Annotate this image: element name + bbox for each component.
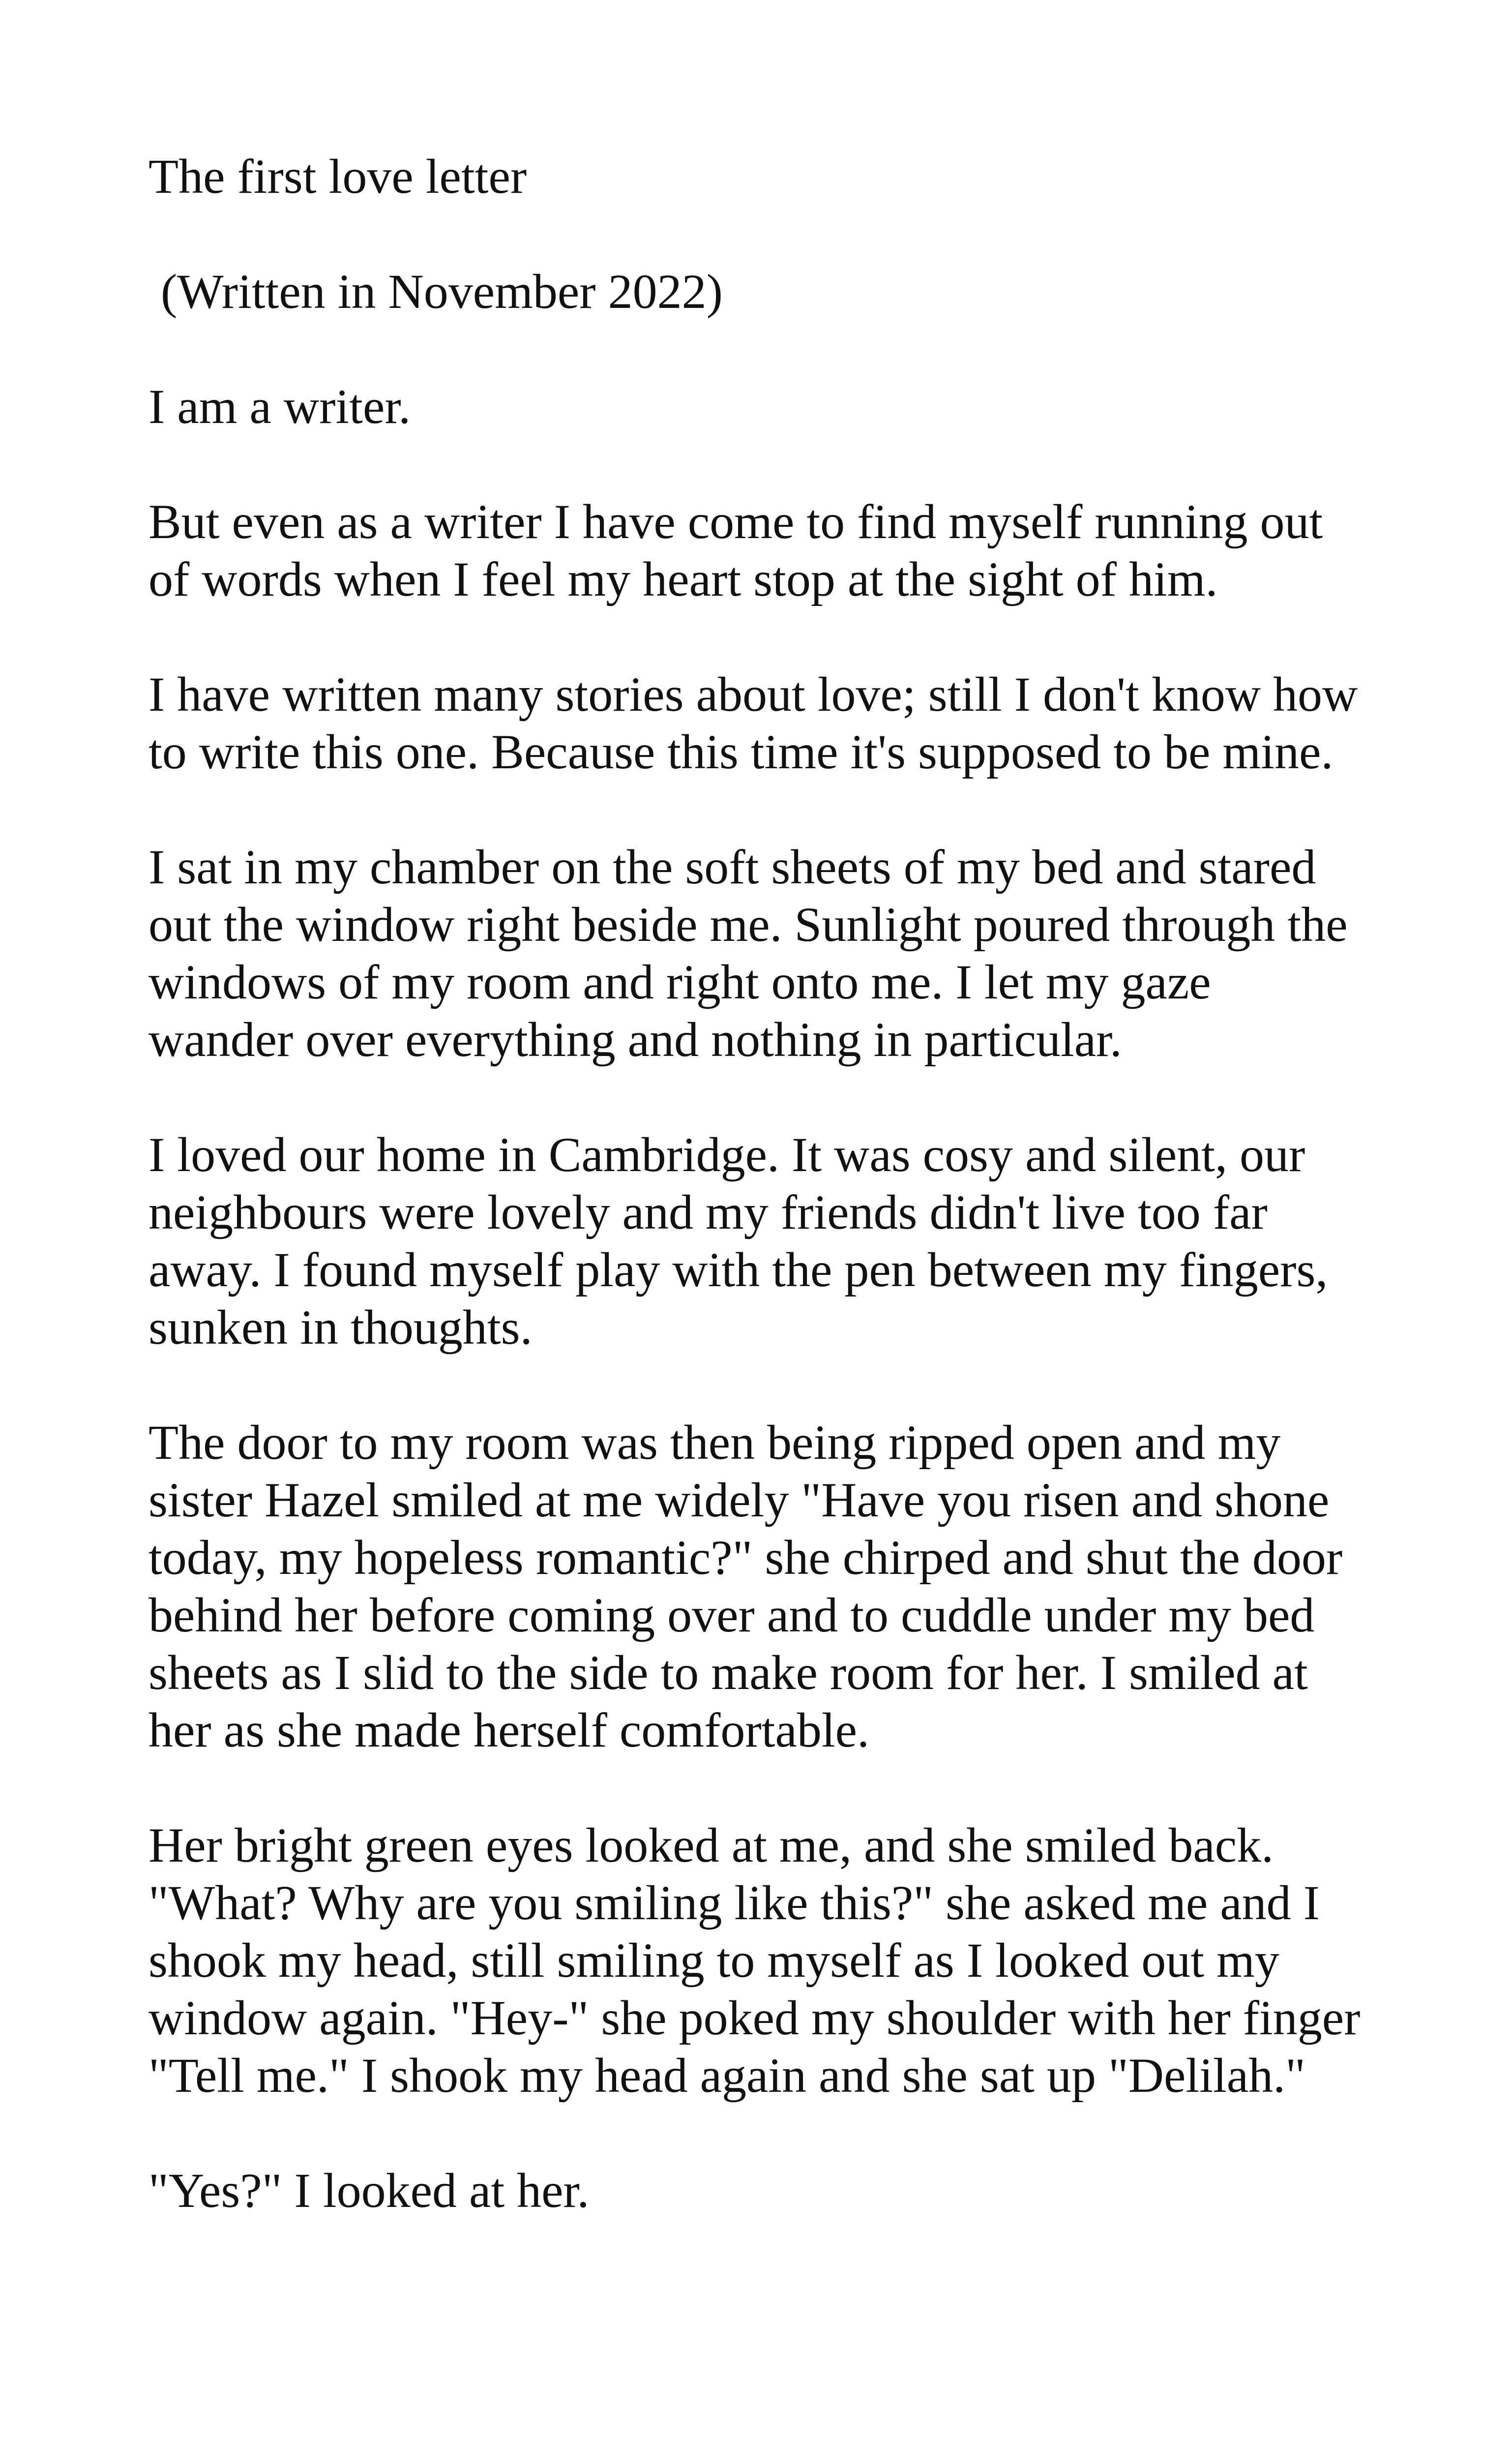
- paragraph-5: I loved our home in Cambridge. It was cosy and silent, our neighbours were lovely and my friends didn't live too far away. I found myself play with the pen between my fingers, sunken in thoughts.: [148, 1127, 1328, 1355]
- paragraph-8: "Yes?" I looked at her.: [148, 2163, 590, 2218]
- document-title: The first love letter: [148, 149, 527, 204]
- paragraph-4: I sat in my chamber on the soft sheets of my bed and stared out the window right beside me. Sunlight poured through the windows of my room and right onto me. I let my gaze wander over everything and nothing in particular.: [148, 840, 1348, 1067]
- paragraph-7: Her bright green eyes looked at me, and she smiled back. "What? Why are you smiling like this?" she asked me and I shook my head, still smiling to myself as I looked out my window again. "Hey-" she poked my shoulder with her finger "Tell me." I shook my head again and she sat up "Delilah.": [148, 1818, 1361, 2103]
- paragraph-1: I am a writer.: [148, 379, 411, 434]
- paragraph-3: I have written many stories about love; still I don't know how to write this one. Because this time it's supposed to be mine.: [148, 667, 1358, 779]
- document-body: [148, 148, 1407, 2219]
- paragraph-6: The door to my room was then being ripped open and my sister Hazel smiled at me widely "Have you risen and shone today, my hopeless romantic?" she chirped and shut the door behind her before coming over and to cuddle under my bed sheets as I slid to the side to make room for her. I smiled at her as she made herself comfortable.: [148, 1415, 1343, 1757]
- document-subtitle: (Written in November 2022): [148, 264, 723, 319]
- paragraph-2: But even as a writer I have come to find myself running out of words when I feel my heart stop at the sight of him.: [148, 494, 1323, 606]
